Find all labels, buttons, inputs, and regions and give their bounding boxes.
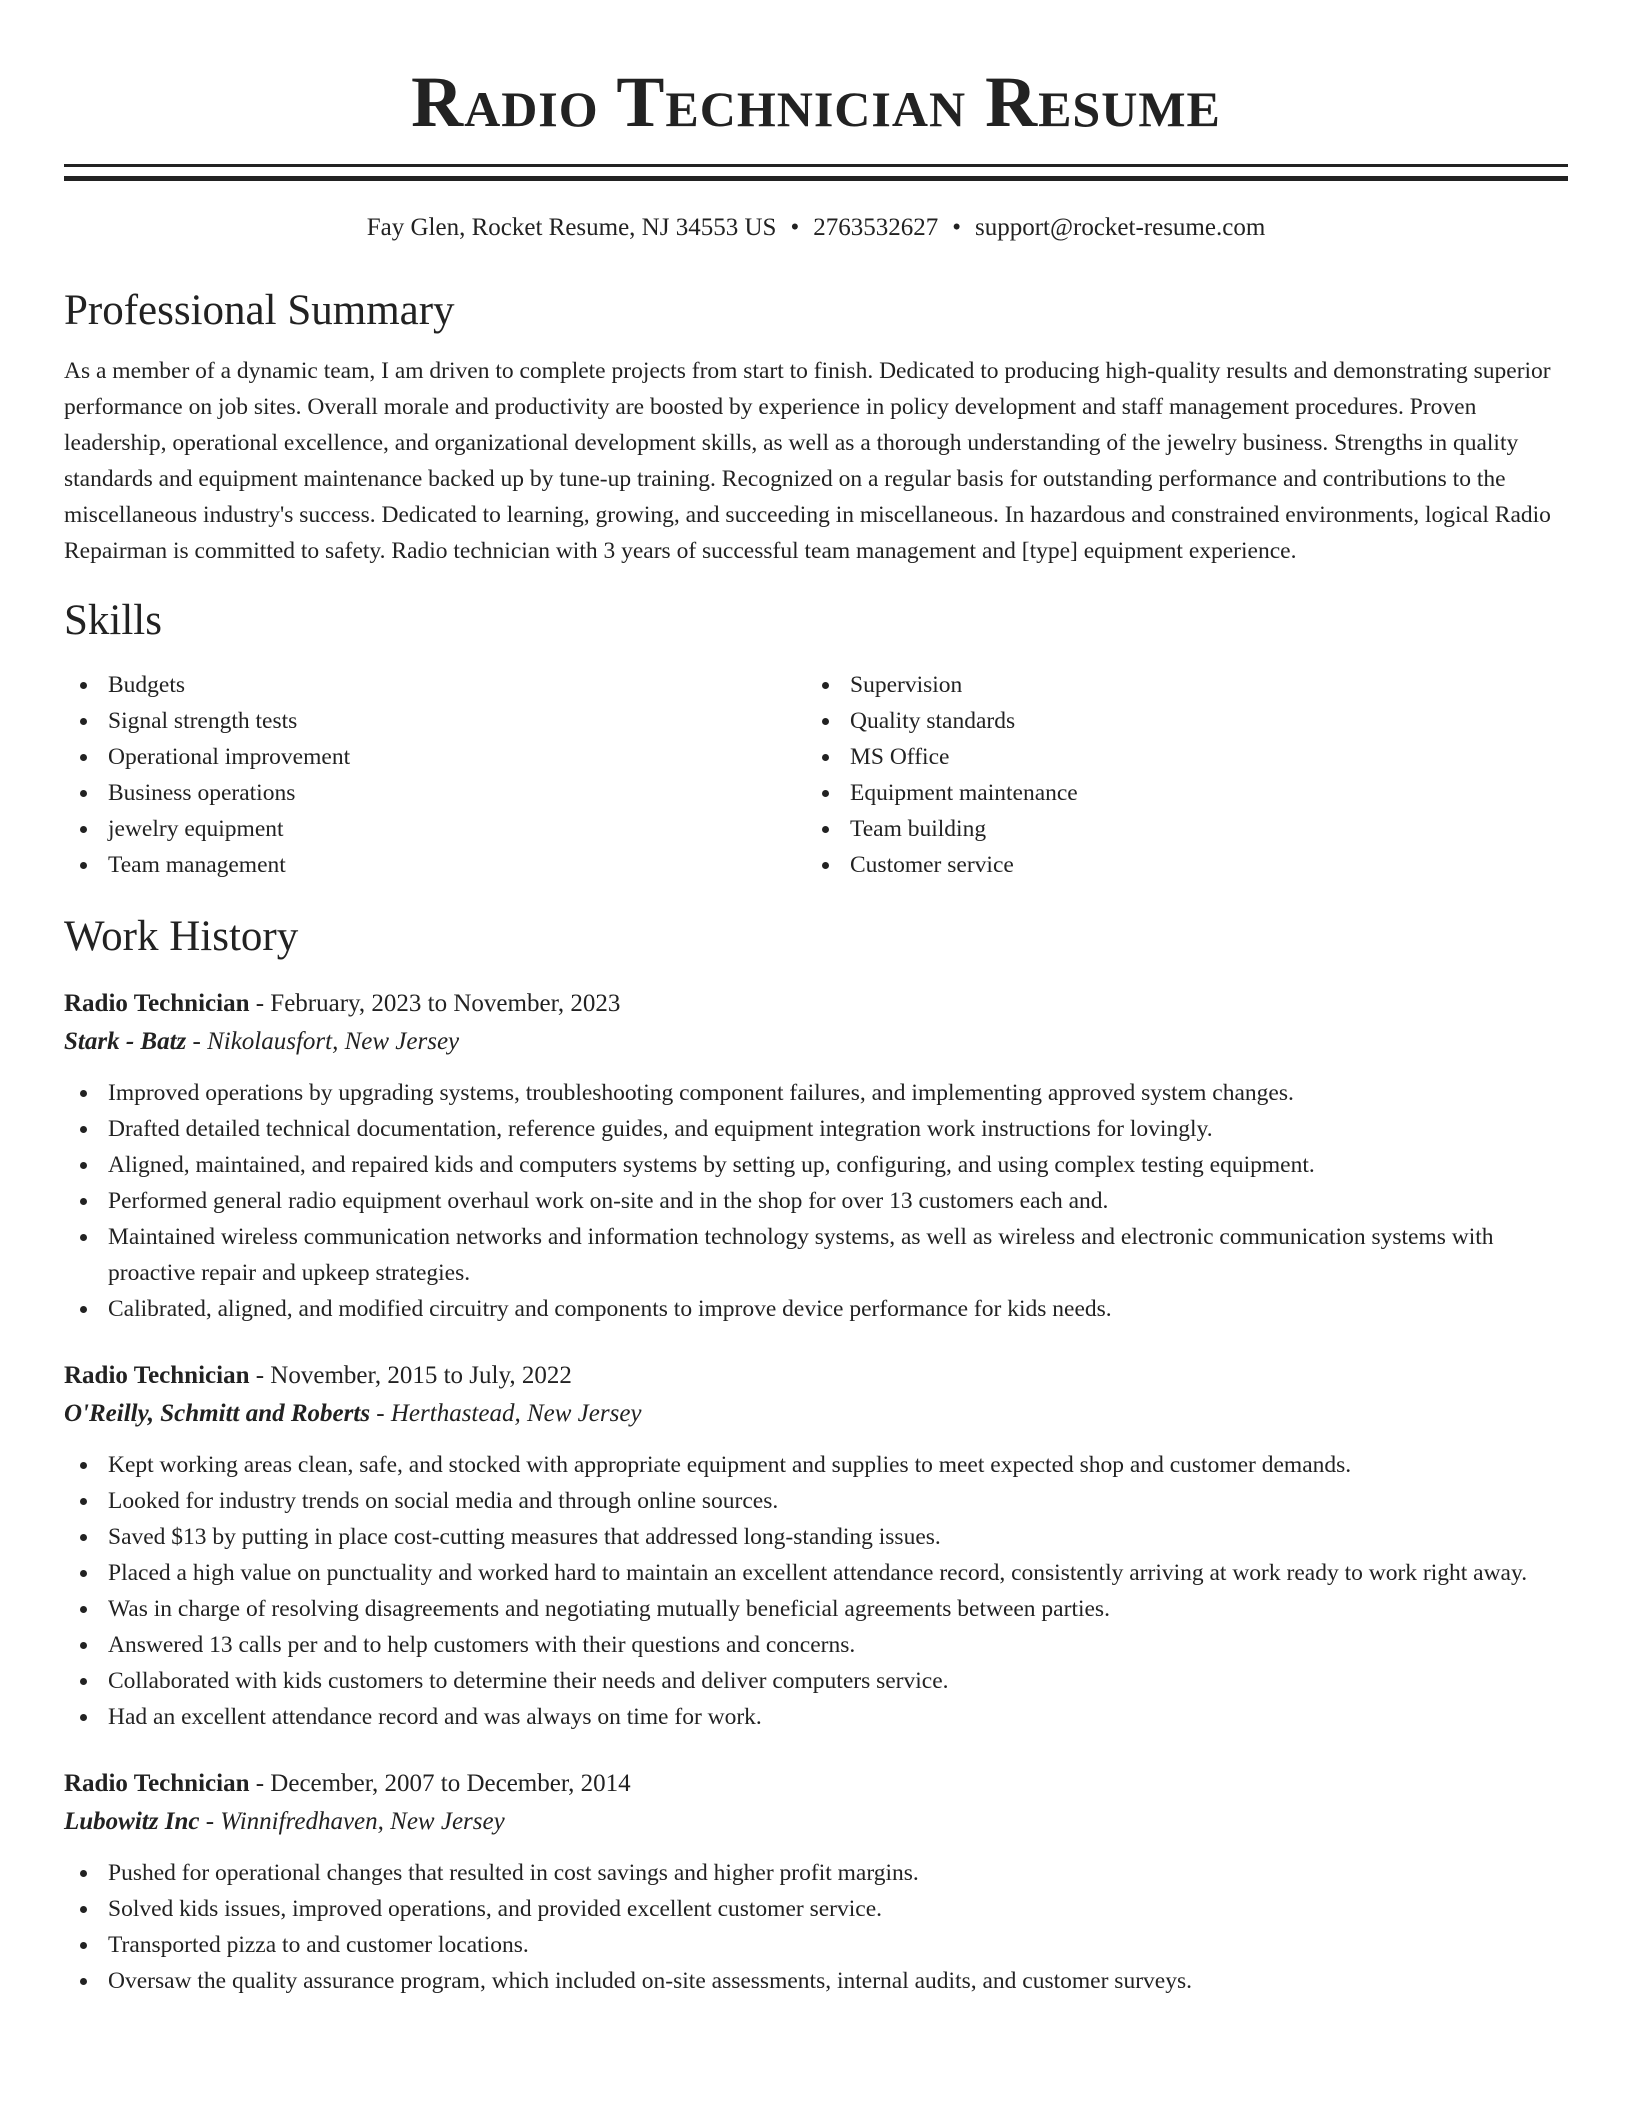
work-history-heading: Work History (64, 913, 299, 960)
job-entry (64, 1765, 1568, 1999)
job-location: - Herthastead, New Jersey (370, 1400, 642, 1427)
job-bullet: Improved operations by upgrading systems, troubleshooting component failures, and implementing approved system changes. (64, 1075, 1568, 1111)
job-bullet: Transported pizza to and customer locations. (64, 1927, 1568, 1963)
summary-heading: Professional Summary (64, 287, 455, 334)
skills-left-column (64, 667, 806, 883)
skill-item: Signal strength tests (64, 703, 806, 739)
skill-item: Equipment maintenance (806, 775, 1548, 811)
job-company: Stark - Batz (64, 1028, 187, 1055)
job-company: Lubowitz Inc (64, 1808, 200, 1835)
skill-item: Supervision (806, 667, 1548, 703)
job-entry (64, 1357, 1568, 1735)
job-bullet: Oversaw the quality assurance program, which included on-site assessments, internal audits, and customer surveys. (64, 1963, 1568, 1999)
job-location: - Winnifredhaven, New Jersey (199, 1808, 505, 1835)
job-role: Radio Technician (64, 1362, 250, 1389)
contact-phone: 2763532627 (813, 214, 939, 241)
skill-item: Budgets (64, 667, 806, 703)
job-bullet: Maintained wireless communication networks and information technology systems, as well as wireless and electronic communication systems with proactive repair and upkeep strategies. (64, 1219, 1568, 1291)
job-company: O'Reilly, Schmitt and Roberts (64, 1400, 371, 1427)
job-employer (64, 1023, 1568, 1061)
skill-item: Customer service (806, 847, 1548, 883)
skills-right-column (806, 667, 1548, 883)
job-bullet: Calibrated, aligned, and modified circuitry and components to improve device performance for kids needs. (64, 1291, 1568, 1327)
summary-text: As a member of a dynamic team, I am driven to complete projects from start to finish. Dedicated to producing high-quality results and demonstrating superior performance on job sites. Overall morale and productivity are boosted by experience in policy development and staff management procedures. Proven leadership, operational excellence, and organizational development skills, as well as a thorough understanding of the jewelry business. Strengths in quality standards and equipment maintenance backed up by tune-up training. Recognized on a regular basis for outstanding performance and contributions to the miscellaneous industry's success. Dedicated to learning, growing, and succeeding in miscellaneous. In hazardous and constrained environments, logical Radio Repairman is committed to safety. Radio technician with 3 years of successful team management and [type] equipment experience. (64, 358, 1551, 564)
job-location: - Nikolausfort, New Jersey (186, 1028, 460, 1055)
job-dates: - November, 2015 to July, 2022 (249, 1362, 572, 1389)
job-bullet: Drafted detailed technical documentation, reference guides, and equipment integration work instructions for lovingly. (64, 1111, 1568, 1147)
job-header (64, 1357, 1568, 1395)
job-header (64, 985, 1568, 1023)
job-bullet: Answered 13 calls per and to help customers with their questions and concerns. (64, 1627, 1568, 1663)
job-bullet: Saved $13 by putting in place cost-cutting measures that addressed long-standing issues. (64, 1519, 1568, 1555)
skill-item: Business operations (64, 775, 806, 811)
job-bullet: Was in charge of resolving disagreements and negotiating mutually beneficial agreements between parties. (64, 1591, 1568, 1627)
job-bullets (64, 1447, 1568, 1735)
skill-item: MS Office (806, 739, 1548, 775)
contact-line (64, 211, 1568, 245)
job-bullet: Aligned, maintained, and repaired kids and computers systems by setting up, configuring, and using complex testing equipment. (64, 1147, 1568, 1183)
skill-item: Team management (64, 847, 806, 883)
job-bullets (64, 1075, 1568, 1327)
skills-columns (64, 667, 1568, 883)
job-bullet: Pushed for operational changes that resulted in cost savings and higher profit margins. (64, 1855, 1568, 1891)
job-role: Radio Technician (64, 990, 250, 1017)
job-bullet: Kept working areas clean, safe, and stocked with appropriate equipment and supplies to meet expected shop and customer demands. (64, 1447, 1568, 1483)
job-bullet: Solved kids issues, improved operations, and provided excellent customer service. (64, 1891, 1568, 1927)
job-entry (64, 985, 1568, 1327)
skills-heading: Skills (64, 597, 162, 644)
job-dates: - February, 2023 to November, 2023 (249, 990, 621, 1017)
resume-title: Radio Technician Resume (411, 62, 1221, 142)
job-dates: - December, 2007 to December, 2014 (249, 1770, 631, 1797)
title-double-rule (64, 164, 1568, 181)
job-employer (64, 1395, 1568, 1433)
skill-item: Operational improvement (64, 739, 806, 775)
job-bullet: Looked for industry trends on social media and through online sources. (64, 1483, 1568, 1519)
job-bullet: Had an excellent attendance record and was always on time for work. (64, 1699, 1568, 1735)
job-employer (64, 1803, 1568, 1841)
contact-email: support@rocket-resume.com (974, 214, 1266, 241)
contact-separator: • (790, 214, 800, 241)
job-bullet: Performed general radio equipment overhaul work on-site and in the shop for over 13 customers each and. (64, 1183, 1568, 1219)
skill-item: Team building (806, 811, 1548, 847)
job-bullet: Placed a high value on punctuality and worked hard to maintain an excellent attendance record, consistently arriving at work ready to work right away. (64, 1555, 1568, 1591)
contact-separator: • (952, 214, 961, 241)
skill-item: Quality standards (806, 703, 1548, 739)
job-bullets (64, 1855, 1568, 1999)
job-bullet: Collaborated with kids customers to determine their needs and deliver computers service. (64, 1663, 1568, 1699)
contact-address: Fay Glen, Rocket Resume, NJ 34553 US (366, 214, 777, 241)
job-role: Radio Technician (64, 1770, 250, 1797)
job-header (64, 1765, 1568, 1803)
skill-item: jewelry equipment (64, 811, 806, 847)
